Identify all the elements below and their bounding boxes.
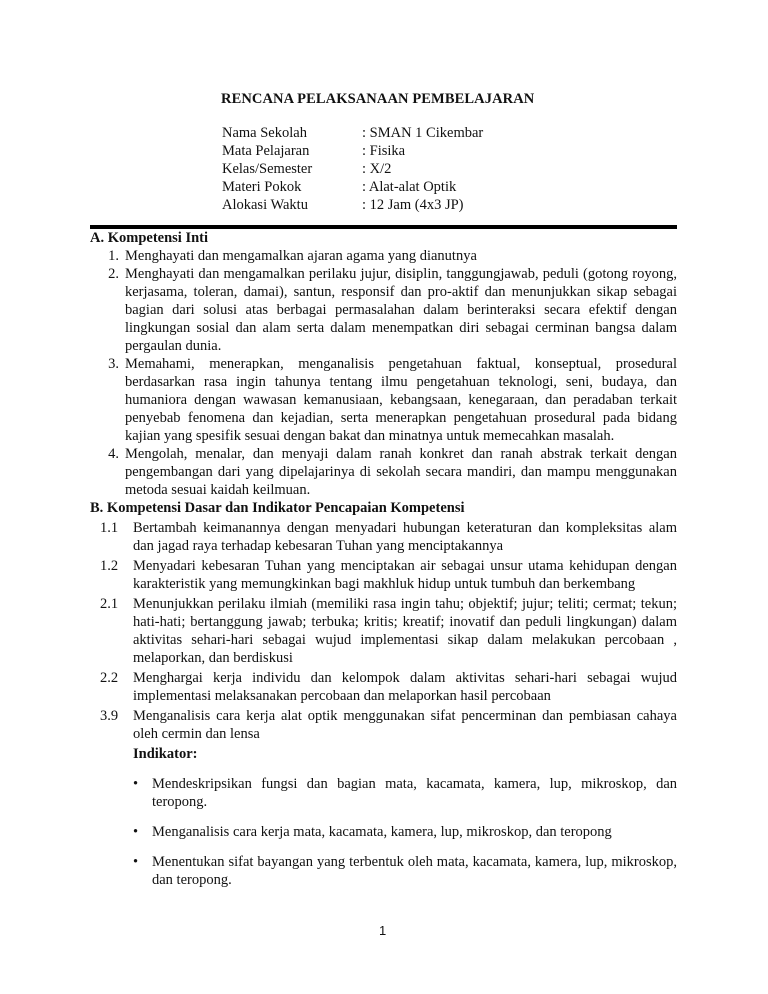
- header-divider: [90, 225, 677, 229]
- kd-item: [90, 595, 677, 667]
- ki-text: Menghayati dan mengamalkan perilaku jujur, disiplin, tanggungjawab, peduli (gotong royong, kerjasama, toleran, damai), santun, responsif dan pro-aktif dan menunjukkan sikap sebagai bagian dari solusi atas berbagai permasalahan dalam berinteraksi secara efektif dengan lingkungan sosial dan alam serta dalam menempatkan diri sebagai cerminan bangsa dalam pergaulan dunia.: [125, 266, 677, 354]
- meta-row-class-semester: [222, 160, 483, 178]
- bullet-icon: •: [133, 854, 139, 870]
- meta-label: Kelas/Semester: [222, 161, 313, 177]
- kd-number: 2.1: [100, 596, 119, 612]
- kd-number: 2.2: [100, 670, 119, 686]
- section-a-heading: A. Kompetensi Inti: [90, 230, 209, 246]
- meta-row-school: [222, 124, 483, 142]
- indikator-text: Mendeskripsikan fungsi dan bagian mata, kacamata, kamera, lup, mikroskop, dan teropong.: [152, 776, 677, 810]
- ki-text: Memahami, menerapkan, menganalisis pengetahuan faktual, konseptual, prosedural berdasarkan rasa ingin tahunya tentang ilmu pengetahuan teknologi, seni, budaya, dan humaniora dengan wawasan kemanusiaan, kebangsaan, kenegaraan, dan peradaban terkait penyebab fenomena dan kejadian, serta menerapkan pengetahuan prosedural pada bidang kajian yang spesifik sesuai dengan bakat dan minatnya untuk memecahkan masalah.: [125, 356, 677, 444]
- page-number: 1: [379, 923, 387, 938]
- meta-value: : X/2: [362, 161, 392, 177]
- kd-item: [90, 519, 677, 555]
- document-title: RENCANA PELAKSANAAN PEMBELAJARAN: [221, 91, 535, 107]
- document-body: [90, 229, 677, 901]
- ki-number: 4.: [108, 446, 119, 462]
- kd-number: 1.1: [100, 520, 119, 536]
- kd-number: 3.9: [100, 708, 119, 724]
- ki-number: 2.: [108, 266, 119, 282]
- ki-number: 1.: [108, 248, 119, 264]
- kd-text: Menganalisis cara kerja alat optik menggunakan sifat pencerminan dan pembiasan cahaya oleh cermin dan lensa: [133, 708, 677, 742]
- kd-text: Menyadari kebesaran Tuhan yang menciptakan air sebagai unsur utama kehidupan dengan karakteristik yang memungkinkan bagi makhluk hidup untuk tumbuh dan berkembang: [133, 558, 677, 592]
- meta-row-time-allocation: [222, 196, 483, 214]
- indikator-item: [133, 775, 677, 811]
- ki-text: Mengolah, menalar, dan menyaji dalam ranah konkret dan ranah abstrak terkait dengan pengembangan dari yang dipelajarinya di sekolah secara mandiri, dan mampu menggunakan metoda sesuai kaidah keilmuan.: [125, 446, 677, 498]
- indikator-item: [133, 853, 677, 889]
- meta-label: Materi Pokok: [222, 179, 302, 195]
- meta-value: : 12 Jam (4x3 JP): [362, 197, 464, 213]
- kd-item: [90, 707, 677, 743]
- meta-row-topic: [222, 178, 483, 196]
- kd-text: Menunjukkan perilaku ilmiah (memiliki rasa ingin tahu; objektif; jujur; teliti; cermat; tekun; hati-hati; bertanggung jawab; terbuka; kritis; kreatif; inovatif dan peduli lingkungan) dalam aktivitas sehari-hari sebagai wujud implementasi sikap dalam melakukan percobaan , melaporkan, dan berdiskusi: [133, 596, 677, 666]
- kd-number: 1.2: [100, 558, 119, 574]
- indikator-item: [133, 823, 677, 841]
- ki-item: [90, 445, 677, 499]
- ki-text: Menghayati dan mengamalkan ajaran agama yang dianutnya: [125, 248, 477, 264]
- ki-item: [90, 265, 677, 355]
- meta-value: : SMAN 1 Cikembar: [362, 125, 484, 141]
- ki-item: [90, 247, 677, 265]
- kd-item: [90, 557, 677, 593]
- ki-number: 3.: [108, 356, 119, 372]
- bullet-icon: •: [133, 776, 139, 792]
- indikator-text: Menganalisis cara kerja mata, kacamata, kamera, lup, mikroskop, dan teropong: [152, 824, 612, 840]
- ki-item: [90, 355, 677, 445]
- indikator-block: [90, 745, 677, 889]
- meta-value: : Fisika: [362, 143, 406, 159]
- meta-value: : Alat-alat Optik: [362, 179, 457, 195]
- document-meta-table: [222, 124, 483, 214]
- kd-text: Bertambah keimanannya dengan menyadari hubungan keteraturan dan kompleksitas alam dan jagad raya terhadap kebesaran Tuhan yang menciptakannya: [133, 520, 677, 554]
- meta-label: Mata Pelajaran: [222, 143, 310, 159]
- meta-label: Nama Sekolah: [222, 125, 307, 141]
- meta-label: Alokasi Waktu: [222, 197, 308, 213]
- kd-item: [90, 669, 677, 705]
- bullet-icon: •: [133, 824, 139, 840]
- kd-text: Menghargai kerja individu dan kelompok dalam aktivitas sehari-hari sebagai wujud implementasi melaksanakan percobaan dan melaporkan hasil percobaan: [133, 670, 677, 704]
- indikator-text: Menentukan sifat bayangan yang terbentuk oleh mata, kacamata, kamera, lup, mikroskop, dan teropong.: [152, 854, 677, 888]
- meta-row-subject: [222, 142, 483, 160]
- indikator-heading: Indikator:: [133, 746, 198, 762]
- section-b-heading: B. Kompetensi Dasar dan Indikator Pencapaian Kompetensi: [90, 500, 465, 516]
